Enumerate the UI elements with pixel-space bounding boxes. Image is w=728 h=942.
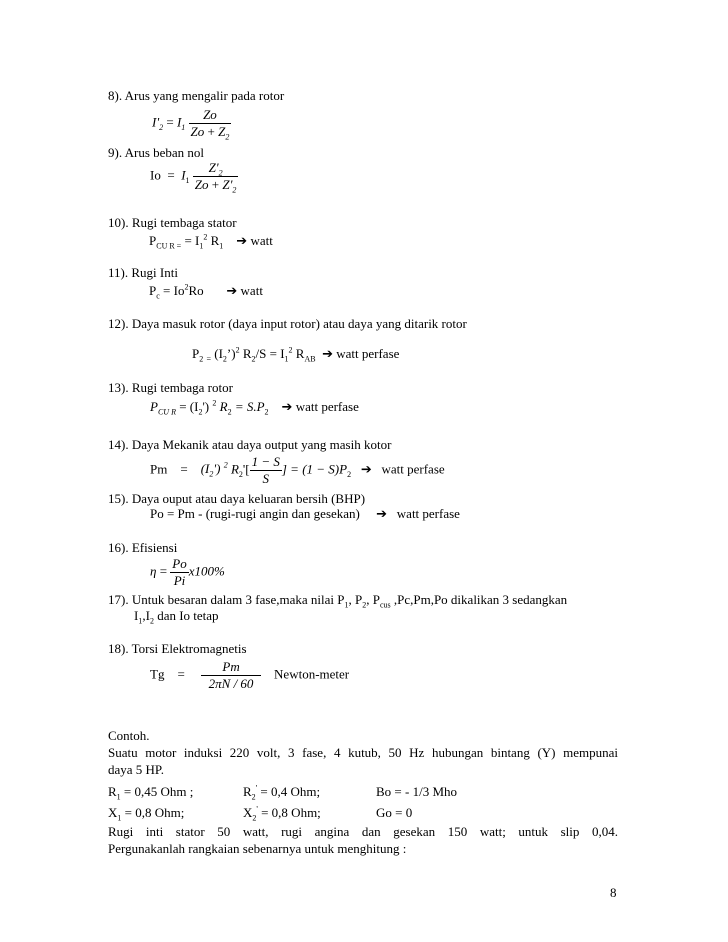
contoh-para1-line2: daya 5 HP.	[108, 762, 164, 777]
heading-15: 15). Daya ouput atau daya keluaran bersih (BHP)	[108, 491, 366, 506]
formula-11: $P_c = Io^2Ro$ ➔ watt	[149, 282, 263, 301]
item-17-line1: 17). Untuk besaran dalam 3 fase,maka nilai $P_1$, $P_2$, $P_{cus}$ ,Pc,Pm,Po dikalikan 3 sedangkan	[108, 592, 568, 610]
formula-13: $P_{CU R} = (I_2')$ $^2$ $R_2 = S.P_2$ ➔ watt perfase	[150, 398, 359, 417]
heading-9: 9). Arus beban nol	[108, 145, 205, 160]
fraction: $\frac{1 - S}{S}$	[251, 454, 280, 486]
heading-13: 13). Rugi tembaga rotor	[108, 380, 233, 395]
fraction: $\frac{Po}{Pi}$	[172, 556, 187, 588]
heading-16: 16). Efisiensi	[108, 540, 178, 555]
arrow-right-icon: ➔	[322, 347, 333, 362]
param-row-2-c: Go = 0	[376, 805, 413, 820]
lhs: I'	[152, 114, 160, 130]
fraction: $\frac{Pm}{2\pi N / 60}$	[201, 659, 261, 692]
param-row-2-b: $X_2' = 0,8$ Ohm;	[243, 804, 321, 823]
formula-10: $P_{CU R =} = I_1^2$ $R_1$ ➔ watt	[149, 232, 273, 251]
heading-12: 12). Daya masuk rotor (daya input rotor) atau daya yang ditarik rotor	[108, 316, 467, 331]
arrow-right-icon: ➔	[281, 400, 293, 415]
formula-14: Pm = $(I_2')$ $^2$ $R_2'$[ $\frac{1 - S}{S}$ ] = $(1 - S)P_2$ ➔ watt perfase	[150, 454, 445, 486]
arrow-right-icon: ➔	[226, 284, 238, 299]
formula-16: η = $\frac{Po}{Pi}$ x100%	[150, 556, 225, 588]
contoh-para2-line2: Pergunakanlah rangkaian sebenarnya untuk menghitung :	[108, 841, 407, 856]
heading-18: 18). Torsi Elektromagnetis	[108, 641, 247, 656]
heading-10: 10). Rugi tembaga stator	[108, 215, 237, 230]
contoh-title: Contoh.	[108, 728, 150, 743]
heading-11: 11). Rugi Inti	[108, 265, 178, 280]
param-row-1: $R_1 = 0,45$ Ohm ;	[108, 784, 194, 802]
param-row-1-c: Bo = - 1/3 Mho	[376, 784, 458, 799]
fraction: $\frac{Zo}{Zo + Z_2}$	[190, 107, 230, 142]
arrow-right-icon: ➔	[236, 234, 248, 249]
formula-9: $Io = I_1$ $\frac{Z'_2}{Zo + Z'_2}$	[150, 160, 237, 195]
formula-18: Tg = $\frac{Pm}{2\pi N / 60}$ Newton-meter	[150, 659, 350, 691]
contoh-para1-line1: Suatu motor induksi 220 volt, 3 fase, 4 kutub, 50 Hz hubungan bintang (Y) mempunai	[108, 745, 618, 760]
arrow-right-icon: ➔	[360, 462, 372, 478]
page-number: 8	[610, 885, 617, 900]
formula-12: $P_2$ $_=$ $(I_2’)^2$ $R_2/S = I_1^2$ $R_{AB}$ ➔ watt perfase	[192, 345, 400, 364]
contoh-para2-line1: Rugi inti stator 50 watt, rugi angina dan gesekan 150 watt; untuk slip 0,04.	[108, 824, 618, 839]
item-17-line2: $I_1,I_2$ dan Io tetap	[134, 608, 219, 626]
formula-8: $I'_2 = I_1$ $\frac{Zo}{Zo + Z_2}$	[152, 107, 230, 142]
formula-15: Po = Pm - (rugi-rugi angin dan gesekan) ➔ watt perfase	[150, 506, 460, 522]
heading-14: 14). Daya Mekanik atau daya output yang masih kotor	[108, 437, 392, 452]
heading-8: 8). Arus yang mengalir pada rotor	[108, 88, 285, 103]
param-row-2: $X_1 = 0,8$ Ohm;	[108, 805, 185, 823]
param-row-1-b: $R_2' = 0,4$ Ohm;	[243, 783, 321, 802]
arrow-right-icon: ➔	[376, 507, 388, 522]
fraction: $\frac{Z'_2}{Zo + Z'_2}$	[194, 160, 237, 195]
